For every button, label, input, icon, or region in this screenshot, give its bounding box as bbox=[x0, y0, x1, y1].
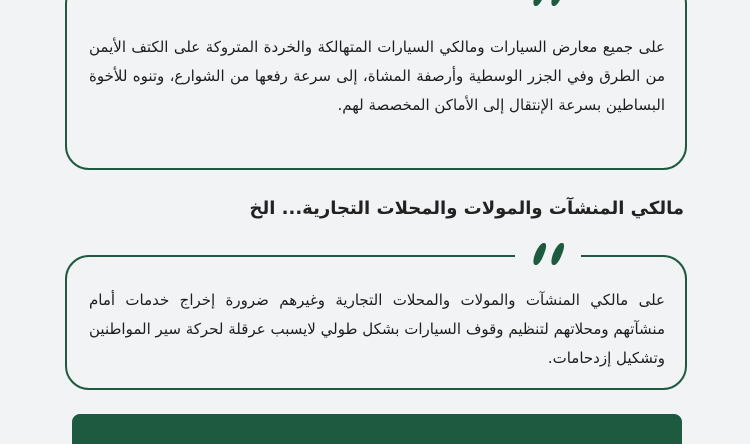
quote-mark-icon bbox=[515, 0, 581, 18]
notice-text-establishments: على مالكي المنشآت والمولات والمحلات التجارية وغيرهم ضرورة إخراج خدمات أمام منشآتهم ومحلاتهم لتنظيم وقوف السيارات بشكل طولي لايسبب عرقلة لحركة سير المواطنين وتشكيل إزدحامات. bbox=[89, 291, 665, 367]
notice-text-vehicles: على جميع معارض السيارات ومالكي السيارات المتهالكة والخردة المتروكة على الكتف الأيمن من الطرق وفي الجزر الوسطية وأرصفة المشاة، إلى سرعة رفعها من الشوارع، وتنوه للأخوة البساطين بسرعة الإنتقال إلى الأماكن المخصصة لهم. bbox=[89, 38, 665, 114]
notice-card-establishments bbox=[65, 255, 687, 390]
quote-mark-icon bbox=[515, 237, 581, 277]
notice-card-vehicles bbox=[65, 0, 687, 170]
section-heading-establishments: مالكي المنشآت والمولات والمحلات التجارية... الخ bbox=[249, 198, 684, 219]
bottom-banner bbox=[72, 414, 682, 444]
